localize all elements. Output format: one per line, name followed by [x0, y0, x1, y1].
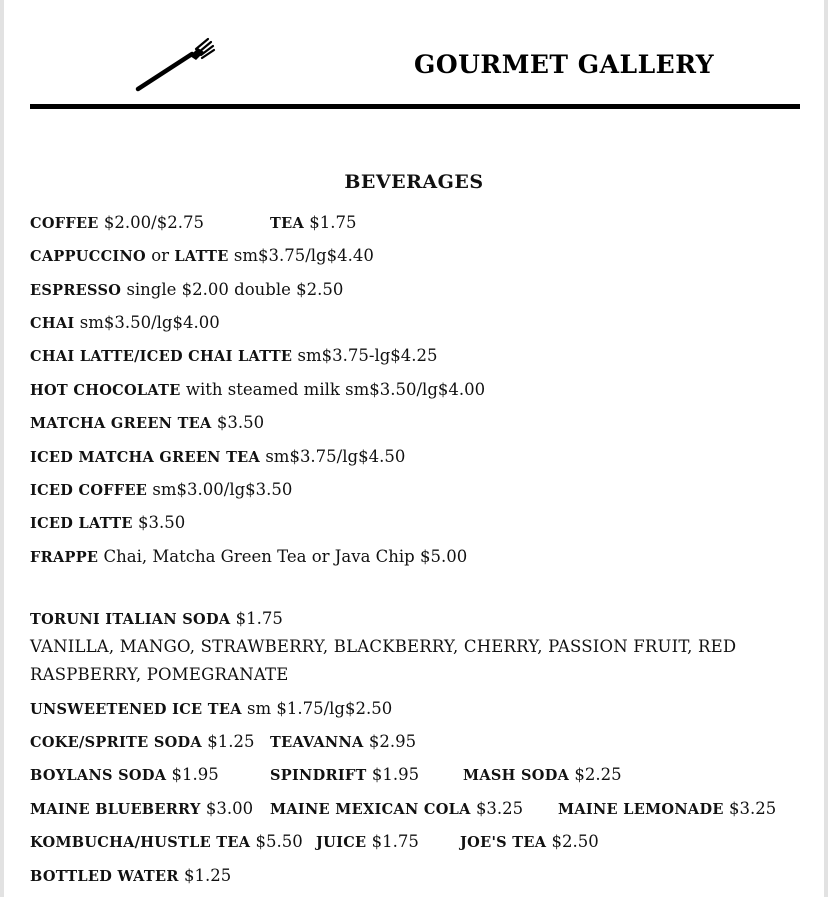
menu-row [30, 831, 303, 854]
item-name: TEA [270, 215, 304, 232]
item-name: MAINE MEXICAN COLA [270, 801, 471, 818]
item-name: SPINDRIFT [270, 767, 367, 784]
menu-item [316, 831, 419, 854]
item-name: MATCHA GREEN TEA [30, 415, 212, 432]
item-price: sm$3.50/lg$4.00 [79, 313, 220, 332]
item-price: $5.50 [255, 832, 303, 851]
item-price: sm$3.75/lg$4.40 [233, 246, 374, 265]
item-name: BOYLANS SODA [30, 767, 167, 784]
item-name: ESPRESSO [30, 282, 122, 299]
item-name: ICED LATTE [30, 515, 133, 532]
item-price: $1.75 [371, 832, 419, 851]
item-desc: Chai, Matcha Green Tea or Java Chip [103, 547, 415, 566]
item-name: ICED MATCHA GREEN TEA [30, 449, 261, 466]
item-name: FRAPPE [30, 549, 99, 566]
menu-row [30, 512, 185, 535]
item-price: $1.25 [207, 732, 255, 751]
item-desc: with steamed milk [185, 380, 340, 399]
menu-row [30, 698, 392, 721]
item-price: $1.95 [371, 765, 420, 784]
item-price: sm$3.00/lg$3.50 [152, 480, 293, 499]
section-title: BEVERAGES [344, 171, 484, 193]
item-price: $2.25 [574, 765, 622, 784]
item-price: $1.75 [309, 213, 357, 232]
menu-row [30, 608, 283, 631]
item-name: KOMBUCHA/HUSTLE TEA [30, 834, 251, 851]
item-name: CHAI LATTE/ICED CHAI LATTE [30, 348, 293, 365]
item-price: $3.00 [205, 799, 254, 818]
item-name: COKE/SPRITE SODA [30, 734, 202, 751]
menu-item [270, 731, 416, 754]
menu-header [0, 0, 828, 112]
menu-item [463, 764, 622, 787]
item-name: CAPPUCCINO [30, 248, 146, 265]
item-name: HOT CHOCOLATE [30, 382, 181, 399]
item-name: JUICE [316, 834, 367, 851]
header-divider [30, 104, 800, 109]
item-price: sm$3.75-lg$4.25 [297, 346, 438, 365]
item-price: $1.95 [171, 765, 219, 784]
item-name: TORUNI ITALIAN SODA [30, 611, 231, 628]
menu-item [460, 831, 599, 854]
menu-row [30, 764, 219, 787]
item-price: $2.00/$2.75 [103, 213, 204, 232]
menu-row [30, 212, 204, 235]
item-name: TEAVANNA [270, 734, 364, 751]
menu-item [558, 798, 776, 821]
item-price: $3.50 [216, 413, 265, 432]
menu-row [30, 379, 485, 402]
menu-row [30, 412, 264, 435]
item-price: $2.50 [551, 832, 599, 851]
menu-row [30, 865, 231, 888]
menu-row [30, 731, 254, 754]
item-price: $5.00 [420, 547, 468, 566]
item-name: MAINE BLUEBERRY [30, 801, 201, 818]
item-desc: single $2.00 double $2.50 [126, 280, 344, 299]
item-name: BOTTLED WATER [30, 868, 179, 885]
menu-row [30, 312, 220, 335]
item-price: $3.25 [475, 799, 524, 818]
menu-row [30, 798, 253, 821]
menu-row [30, 446, 405, 469]
item-price: sm$3.75/lg$4.50 [265, 447, 406, 466]
item-name: JOE'S TEA [460, 834, 547, 851]
page-edge-left [0, 0, 4, 897]
item-name: UNSWEETENED ICE TEA [30, 701, 242, 718]
menu-item [270, 764, 419, 787]
menu-item [270, 798, 523, 821]
item-price: sm$3.50/lg$4.00 [345, 380, 486, 399]
item-connector: or [151, 246, 170, 265]
menu-row [30, 279, 343, 302]
item-name: MAINE LEMONADE [558, 801, 724, 818]
item-price: $2.95 [368, 732, 417, 751]
item-price: sm $1.75/lg$2.50 [247, 699, 393, 718]
menu-row [30, 479, 292, 502]
menu-row [30, 546, 467, 569]
item-price: $3.25 [728, 799, 777, 818]
menu-item [270, 212, 357, 235]
menu-row [30, 245, 374, 268]
menu-row [30, 345, 438, 368]
item-name: COFFEE [30, 215, 99, 232]
item-price: $1.25 [183, 866, 232, 885]
item-price: $1.75 [235, 609, 283, 628]
item-name: MASH SODA [463, 767, 570, 784]
page-edge-right [824, 0, 828, 897]
item-name: ICED COFFEE [30, 482, 148, 499]
page-title: GOURMET GALLERY [414, 50, 715, 79]
fork-icon [132, 34, 222, 94]
flavor-list: VANILLA, MANGO, STRAWBERRY, BLACKBERRY, CHERRY, PASSION FRUIT, RED RASPBERRY, POMEGRANATE [30, 637, 737, 684]
item-price: $3.50 [138, 513, 186, 532]
item-name: CHAI [30, 315, 75, 332]
item-name: LATTE [174, 248, 229, 265]
